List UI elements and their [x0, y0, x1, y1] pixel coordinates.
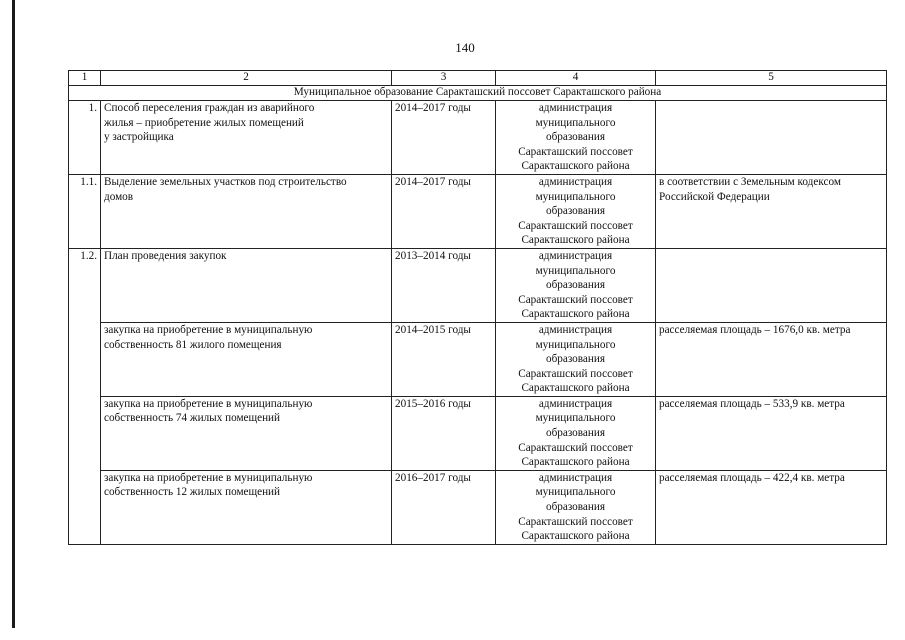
page-binding-edge — [12, 0, 15, 628]
row-number: 1.1. — [69, 174, 101, 248]
executor-line: администрация — [538, 471, 613, 484]
row-number: 1. — [69, 101, 101, 175]
row-number — [69, 322, 101, 396]
executor-line: образования — [545, 353, 605, 366]
executor-line: Саракташского района — [521, 308, 630, 321]
executor-line: Саракташского района — [521, 382, 630, 395]
note — [656, 470, 887, 544]
table-row — [69, 174, 887, 248]
table-header-row — [69, 71, 887, 86]
note-line: в соответствии с Земельным кодексом — [659, 175, 841, 188]
executor — [496, 470, 656, 544]
executor-line: муниципального — [535, 116, 616, 129]
executor-line: Саракташский поссовет — [518, 219, 633, 232]
period: 2014–2015 годы — [392, 322, 496, 396]
period: 2014–2017 годы — [392, 101, 496, 175]
section-title-row — [69, 86, 887, 101]
page-number: 140 — [455, 40, 475, 55]
activity-name-line: домов — [104, 190, 134, 203]
row-number — [69, 396, 101, 470]
executor-line: Саракташского района — [521, 160, 630, 173]
table-row — [69, 101, 887, 175]
executor-line: администрация — [538, 323, 613, 336]
executor — [496, 174, 656, 248]
activity-name-line: Выделение земельных участков под строительство — [104, 175, 347, 188]
activity-name-line: Способ переселения граждан из аварийного — [104, 102, 315, 114]
period: 2016–2017 годы — [392, 470, 496, 544]
activity-name — [101, 101, 392, 175]
row-number — [69, 470, 101, 544]
activity-name-line: собственность 81 жилого помещения — [104, 338, 282, 351]
activity-name — [101, 248, 392, 322]
period: 2014–2017 годы — [392, 174, 496, 248]
executor — [496, 322, 656, 396]
executor-line: Саракташского района — [521, 530, 630, 543]
activity-name-line: собственность 12 жилых помещений — [104, 486, 281, 499]
executor-line: Саракташский поссовет — [518, 367, 633, 380]
header-cell: 2 — [101, 71, 392, 86]
executor-line: Саракташский поссовет — [518, 293, 633, 306]
activity-name — [101, 396, 392, 470]
note — [656, 322, 887, 396]
note — [656, 396, 887, 470]
table-row — [69, 248, 887, 322]
activity-name-line: собственность 74 жилых помещений — [104, 412, 281, 425]
executor-line: образования — [545, 279, 605, 292]
row-number: 1.2. — [69, 248, 101, 322]
header-cell: 5 — [656, 71, 887, 86]
note — [656, 174, 887, 248]
activity-name-line: у застройщика — [104, 131, 174, 144]
executor-line: администрация — [538, 397, 613, 410]
activity-name-line: закупка на приобретение в муниципальную — [104, 471, 313, 484]
note — [656, 101, 887, 175]
note-line: расселяемая площадь – 422,4 кв. метра — [659, 471, 845, 484]
activity-name-line: закупка на приобретение в муниципальную — [104, 397, 313, 410]
executor-line: Саракташский поссовет — [518, 441, 633, 454]
executor-line: муниципального — [535, 264, 616, 277]
executor — [496, 396, 656, 470]
executor-line: муниципального — [535, 486, 616, 499]
executor-line: Саракташского района — [521, 234, 630, 247]
executor-line: образования — [545, 205, 605, 218]
table-row — [69, 396, 887, 470]
executor-line: образования — [545, 501, 605, 514]
header-cell: 4 — [496, 71, 656, 86]
executor-line: администрация — [538, 249, 613, 262]
section-title: Муниципальное образование Саракташский поссовет Саракташского района — [69, 86, 887, 101]
header-cell: 1 — [69, 71, 101, 86]
activity-name-line: План проведения закупок — [104, 249, 227, 262]
executor — [496, 248, 656, 322]
executor-line: муниципального — [535, 338, 616, 351]
table-row — [69, 470, 887, 544]
executor-line: Саракташский поссовет — [518, 145, 633, 158]
period: 2015–2016 годы — [392, 396, 496, 470]
note-line: Российской Федерации — [659, 190, 770, 203]
executor-line: образования — [545, 427, 605, 440]
executor-line: администрация — [538, 102, 613, 114]
program-table — [68, 70, 887, 545]
table-row — [69, 322, 887, 396]
note-line: расселяемая площадь – 1676,0 кв. метра — [659, 323, 851, 336]
period: 2013–2014 годы — [392, 248, 496, 322]
executor-line: Саракташский поссовет — [518, 515, 633, 528]
note — [656, 248, 887, 322]
executor — [496, 101, 656, 175]
executor-line: муниципального — [535, 412, 616, 425]
executor-line: образования — [545, 131, 605, 144]
activity-name-line: жилья – приобретение жилых помещений — [104, 116, 304, 129]
note-line: расселяемая площадь – 533,9 кв. метра — [659, 397, 845, 410]
activity-name-line: закупка на приобретение в муниципальную — [104, 323, 313, 336]
activity-name — [101, 174, 392, 248]
executor-line: муниципального — [535, 190, 616, 203]
executor-line: Саракташского района — [521, 456, 630, 469]
activity-name — [101, 470, 392, 544]
activity-name — [101, 322, 392, 396]
executor-line: администрация — [538, 175, 613, 188]
header-cell: 3 — [392, 71, 496, 86]
